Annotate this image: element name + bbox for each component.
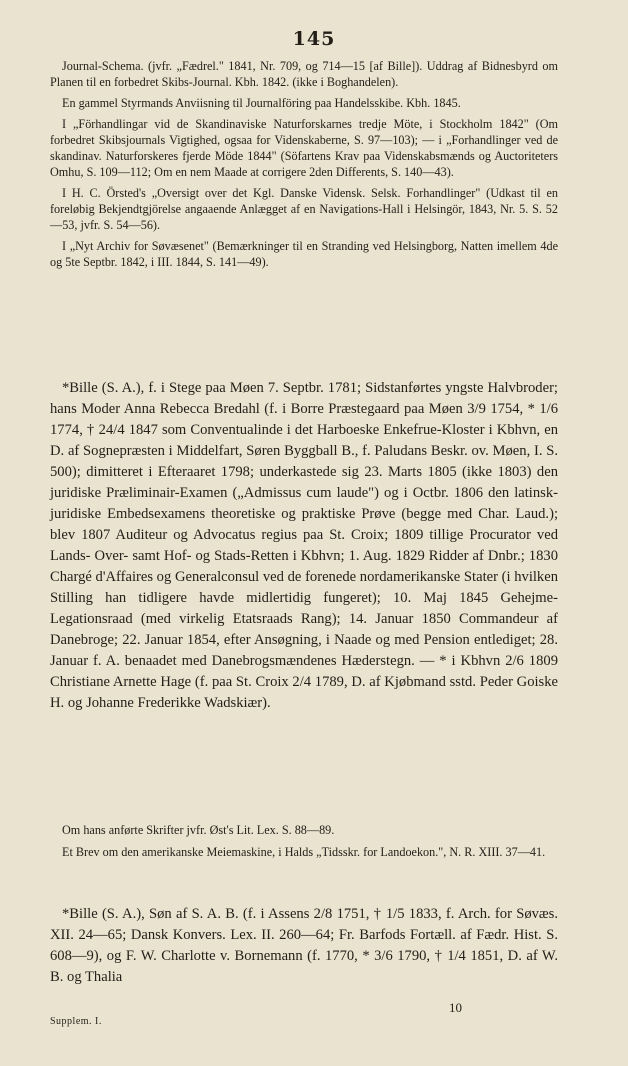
works-section	[50, 822, 558, 860]
entry-nyt-archiv: I „Nyt Archiv for Søvæsenet" (Bemærkninger til en Stranding ved Helsingborg, Natten imellem 4de og 5te Septbr. 1842, i III. 1844, S. 141—49).	[50, 239, 558, 269]
entry-forhandlingar: I „Förhandlingar vid de Skandinaviske Naturforskarnes tredje Möte, i Stockholm 1842" (Om forbedret Skibsjournals Vigtighed, ogsaa for Videnskaberne, S. 97—103); — i „Forhandlinger ved de skandinav. Naturforskeres fjerde Möde 1844" (Söfartens Krav paa Videnskabsmænds og Auctoriteters Omhu, S. 109—112; Om en nem Maade at corrigere 2den Differents, S. 140—43).	[50, 117, 558, 179]
work-item: Et Brev om den amerikanske Meiemaskine, i Halds „Tidsskr. for Landoekon.", N. R. XIII. 37—41.	[62, 845, 546, 859]
second-entry-section	[50, 904, 558, 988]
biography-paragraph: *Bille (S. A.), f. i Stege paa Møen 7. Septbr. 1781; Sidstanførtes yngste Halvbroder; hans Moder Anna Rebecca Bredahl (f. i Borre Præstegaard paa Møen 3/9 1754, * 1/6 1774, † 24/4 1847 som Conventualinde i det Harboeske Enkefrue-Kloster i Kbhvn, en D. af Sognepræsten i Middelfart, Søren Byggball B., f. Paludans Beskr. ov. Møen, I. S. 500); dimitteret i Efteraaret 1798; underkastede sig 23. Marts 1805 (ikke 1803) den juridiske Præliminair-Examen („Admissus cum laude") og i Octbr. 1806 den latinsk-juridiske Embedsexamens theoretiske og praktiske Prøve (begge med Char. Laud.); blev 1807 Auditeur og Advocatus regius paa St. Croix; 1809 tillige Procurator ved Lands- Over- samt Hof- og Stads-Retten i Kbhvn; 1. Aug. 1829 Ridder af Dnbr.; 1830 Chargé d'Affaires og Generalconsul ved de forenede nordamerikanske Stater (i hvilken Stilling han tidligere havde midlertidig fungeret); 10. Maj 1845 Gehejme-Legationsraad (med virkelig Etatsraads Rang); 14. Januar 1850 Commandeur af Danebroge; 22. Januar 1854, efter Ansøgning, i Naade og med Pension entlediget; 28. Januar f. A. benaadet med Danebrogsmændenes Hæderstegn. — * i Kbhvn 2/6 1809 Christiane Arnette Hage (f. paa St. Croix 2/4 1789, D. af Kjøbmand sstd. Peder Goiske H. og Johanne Frederikke Wadskiær).	[50, 380, 558, 711]
sheet-number: 10	[449, 1000, 462, 1015]
page-number: 145	[292, 28, 336, 50]
signature-mark: Supplem. I.	[50, 1016, 102, 1027]
works-note: Om hans anførte Skrifter jvfr. Øst's Lit. Lex. S. 88—89.	[62, 823, 335, 837]
entry-oersted-oversigt: I H. C. Örsted's „Oversigt over det Kgl. Danske Vidensk. Selsk. Forhandlinger" (Udkast til en foreløbig Bekjendtgjörelse angaaende Anlægget af en Navigations-Hall i Helsingör, 1843, Nr. 5. S. 52—53, jvfr. S. 54—56).	[50, 186, 558, 232]
entry-styrmands-anviisning: En gammel Styrmands Anviisning til Journalföring paa Handelsskibe. Kbh. 1845.	[62, 96, 461, 110]
biography-section	[50, 378, 558, 714]
second-entry-paragraph: *Bille (S. A.), Søn af S. A. B. (f. i Assens 2/8 1751, † 1/5 1833, f. Arch. for Søvæs. XII. 24—65; Dansk Konvers. Lex. II. 260—64; Fr. Barfods Fortæll. af Fædr. Hist. S. 608—9), og F. W. Charlotte v. Bornemann (f. 1770, * 3/6 1790, † 1/4 1851, D. af W. B. og Thalia	[50, 906, 558, 985]
bibliography-list	[50, 58, 558, 270]
entry-journal-schema: Journal-Schema. (jvfr. „Fædrel." 1841, Nr. 709, og 714—15 [af Bille]). Uddrag af Bidnesbyrd om Planen til en forbedret Skibs-Journal. Kbh. 1842. (ikke i Boghandelen).	[50, 59, 558, 89]
